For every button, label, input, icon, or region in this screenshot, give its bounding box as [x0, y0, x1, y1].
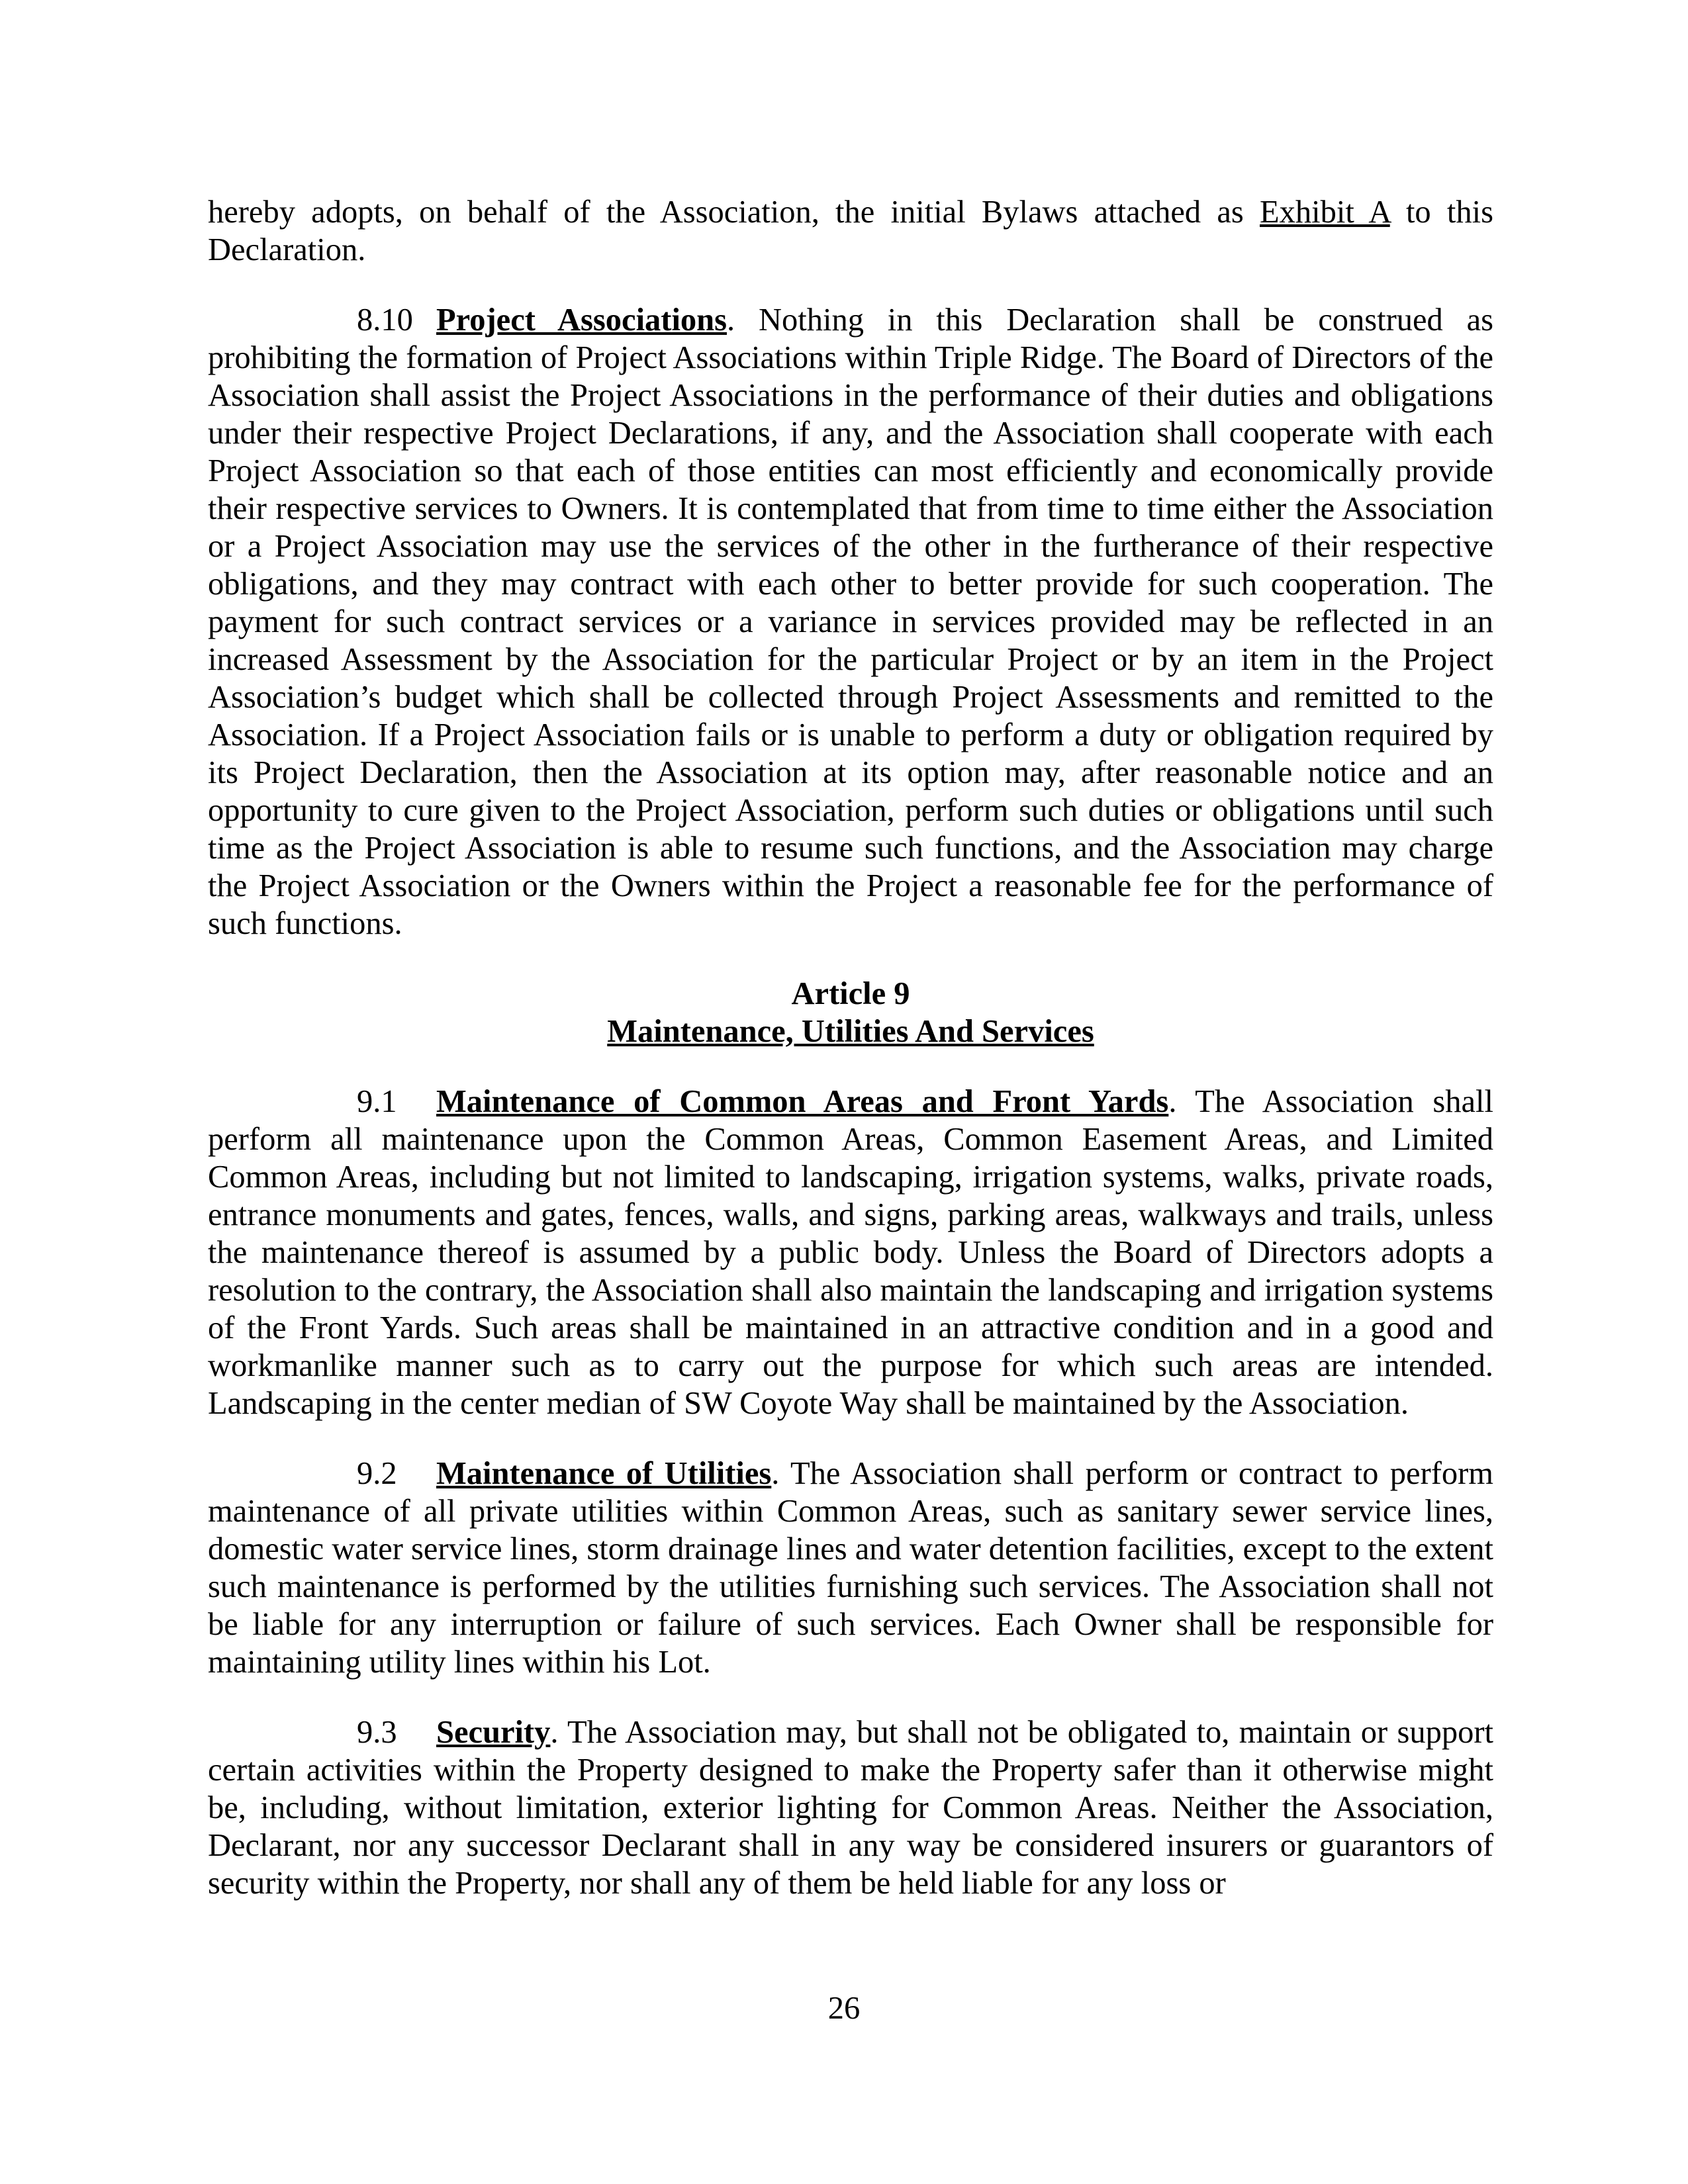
intro-text: hereby adopts, on behalf of the Association, the initial Bylaws attached as: [208, 195, 1260, 230]
section-body: . The Association shall perform or contract to perform maintenance of all private utilities within Common Areas, such as sanitary sewer service lines, domestic water service lines, storm drainage lines and water detention facilities, except to the extent such maintenance is performed by the utilities furnishing such services. The Association shall not be liable for any interruption or failure of such services. Each Owner shall be responsible for maintaining utility lines within his Lot.: [208, 1456, 1494, 1680]
page-body: [208, 193, 1493, 1934]
section-body: . The Association shall perform all maintenance upon the Common Areas, Common Easement Areas, and Limited Common Areas, including but not limited to landscaping, irrigation systems, walks, private roads, entrance monuments and gates, fences, walls, and signs, parking areas, walkways and trails, unless the maintenance thereof is assumed by a public body. Unless the Board of Directors adopts a resolution to the contrary, the Association shall also maintain the landscaping and irrigation systems of the Front Yards. Such areas shall be maintained in an attractive condition and in a good and workmanlike manner such as to carry out the purpose for which such areas are intended. Landscaping in the center median of SW Coyote Way shall be maintained by the Association.: [208, 1084, 1494, 1421]
intro-text-end: to this Declaration.: [208, 195, 1493, 267]
section-number: 9.1: [357, 1084, 397, 1119]
intro-paragraph: [208, 193, 1493, 269]
section-9-1: [208, 1083, 1493, 1422]
section-9-3: [208, 1713, 1493, 1902]
section-8-10: [208, 301, 1493, 942]
section-9-2: [208, 1455, 1493, 1681]
exhibit-a-reference: Exhibit A: [1260, 195, 1390, 230]
article-title: Maintenance, Utilities And Services: [607, 1014, 1094, 1049]
section-number: 9.2: [357, 1456, 397, 1491]
section-body: . The Association may, but shall not be obligated to, maintain or support certain activities within the Property designed to make the Property safer than it otherwise might be, including, without limitation, exterior lighting for Common Areas. Neither the Association, Declarant, nor any successor Declarant shall in any way be considered insurers or guarantors of security within the Property, nor shall any of them be held liable for any loss or: [208, 1715, 1493, 1901]
page-number: 26: [827, 1991, 861, 2026]
section-heading: Maintenance of Common Areas and Front Yards: [436, 1084, 1169, 1119]
section-heading: Security: [436, 1715, 551, 1750]
article-heading: [208, 975, 1493, 1050]
section-body: . Nothing in this Declaration shall be construed as prohibiting the formation of Project Associations within Triple Ridge. The Board of Directors of the Association shall assist the Project Associations in the performance of their duties and obligations under their respective Project Declarations, if any, and the Association shall cooperate with each Project Association so that each of those entities can most efficiently and economically provide their respective services to Owners. It is contemplated that from time to time either the Association or a Project Association may use the services of the other in the furtherance of their respective obligations, and they may contract with each other to better provide for such cooperation. The payment for such contract services or a variance in services provided may be reflected in an increased Assessment by the Association for the particular Project or by an item in the Project Association’s budget which shall be collected through Project Assessments and remitted to the Association. If a Project Association fails or is unable to perform a duty or obligation required by its Project Declaration, then the Association at its option may, after reasonable notice and an opportunity to cure given to the Project Association, perform such duties or obligations until such time as the Project Association is able to resume such functions, and the Association may charge the Project Association or the Owners within the Project a reasonable fee for the performance of such functions.: [208, 302, 1493, 941]
section-heading: Project Associations: [436, 302, 727, 338]
section-number: 8.10: [357, 302, 413, 338]
section-heading: Maintenance of Utilities: [436, 1456, 772, 1491]
section-number: 9.3: [357, 1715, 397, 1750]
article-label: Article 9: [791, 976, 910, 1011]
